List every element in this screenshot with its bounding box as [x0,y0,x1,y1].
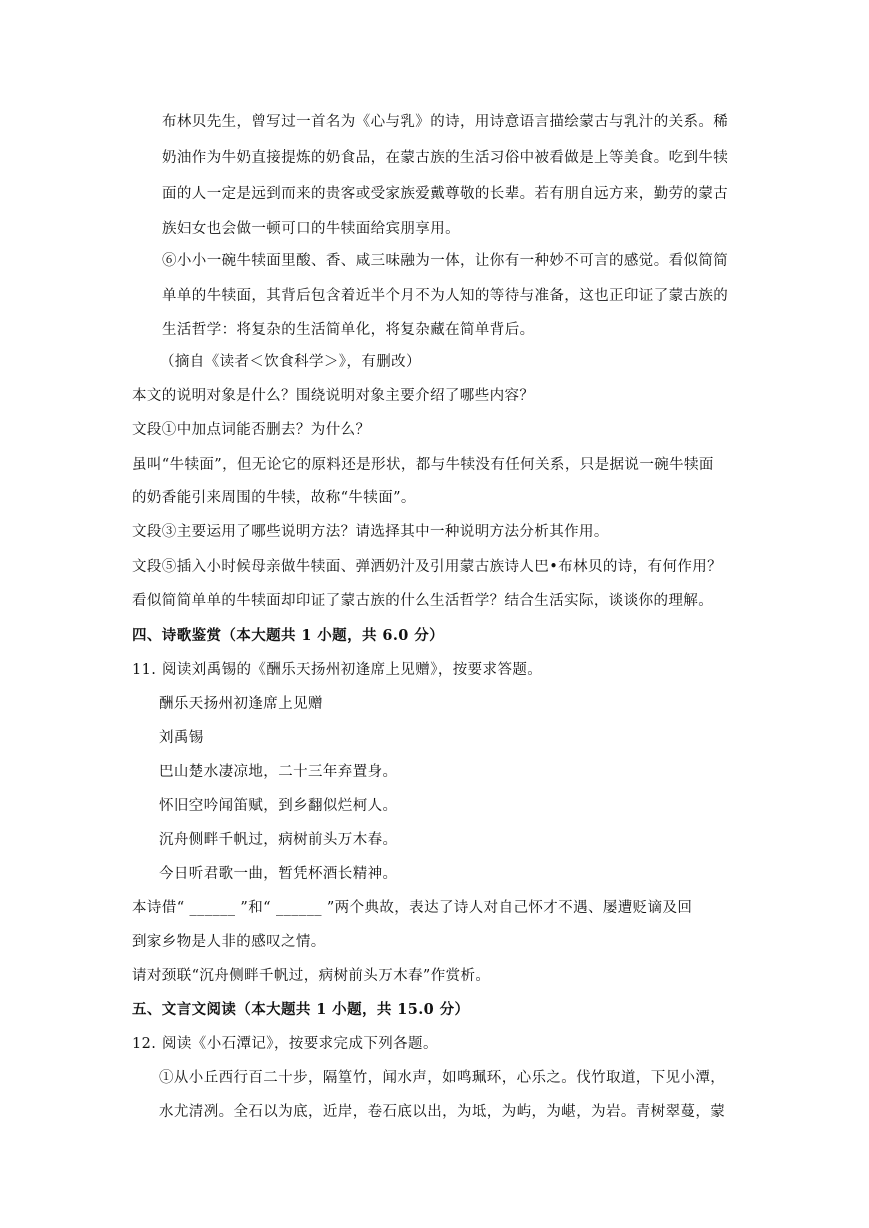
question-2: 文段①中加点词能否删去？为什么？ [132,422,371,438]
classical-text-line: ①从小丘西行百二十步，隔篁竹，闻水声，如鸣珮环，心乐之。伐竹取道，下见小潭， [159,1070,726,1086]
answer-2-line-2: 的奶香能引来周围的牛犊，故称“牛犊面”。 [132,490,416,506]
question-11 [132,660,542,680]
poem-author: 刘禹锡 [159,730,204,746]
poem-line: 今日听君歌一曲，暂凭杯酒长精神。 [159,866,398,882]
question-number: 12. [132,1036,157,1052]
passage-line: 面的人一定是远到而来的贵客或受家族爱戴尊敬的长辈。若有朋自远方来，勤劳的蒙古 [162,186,729,202]
question-1: 本文的说明对象是什么？围绕说明对象主要介绍了哪些内容？ [132,388,535,404]
question-text: 阅读《小石潭记》，按要求完成下列各题。 [162,1036,438,1052]
passage-line: 奶油作为牛奶直接提炼的奶食品，在蒙古族的生活习俗中被看做是上等美食。吃到牛犊 [162,150,729,166]
poem-line: 沉舟侧畔千帆过，病树前头万木春。 [159,832,398,848]
passage-line: 单单的牛犊面，其背后包含着近半个月不为人知的等待与准备，这也正印证了蒙古族的 [162,288,729,304]
sub-question-1-line-2: 到家乡物是人非的感叹之情。 [132,934,326,950]
question-3: 文段③主要运用了哪些说明方法？请选择其中一种说明方法分析其作用。 [132,524,609,540]
passage-line: 族妇女也会做一顿可口的牛犊面给宾朋享用。 [162,221,460,237]
passage-line: 生活哲学：将复杂的生活简单化，将复杂藏在简单背后。 [162,322,535,338]
question-12 [132,1034,438,1054]
question-4: 文段⑤插入小时候母亲做牛犊面、弹洒奶汁及引用蒙古族诗人巴•布林贝的诗，有何作用？ [132,559,723,575]
passage-source: （摘自《读者＜饮食科学＞》，有删改） [160,354,421,370]
passage-line: 布林贝先生，曾写过一首名为《心与乳》的诗，用诗意语言描绘蒙古与乳汁的关系。稀 [162,114,729,130]
section-4-heading: 四、诗歌鉴赏（本大题共 1 小题，共 6.0 分） [132,627,445,644]
sub-question-1-line-1: 本诗借“ ______ ”和“ ______ ”两个典故，表达了诗人对自己怀才不遇、屡遭贬谪及回 [132,900,693,916]
poem-line: 怀旧空吟闻笛赋，到乡翻似烂柯人。 [159,798,398,814]
question-text: 阅读刘禹锡的《酬乐天扬州初逢席上见赠》，按要求答题。 [162,662,543,678]
passage-line: ⑥小小一碗牛犊面里酸、香、咸三味融为一体，让你有一种妙不可言的感觉。看似简简 [162,253,729,269]
sub-question-2: 请对颈联“沉舟侧畔千帆过，病树前头万木春”作赏析。 [132,968,491,984]
classical-text-line: 水尤清冽。全石以为底，近岸，卷石底以出，为坻，为屿，为嵁，为岩。青树翠蔓，蒙 [159,1104,726,1120]
section-5-heading: 五、文言文阅读（本大题共 1 小题，共 15.0 分） [132,1001,470,1018]
poem-line: 巴山楚水凄凉地，二十三年弃置身。 [159,764,398,780]
poem-title: 酬乐天扬州初逢席上见赠 [159,696,323,712]
question-5: 看似简简单单的牛犊面却印证了蒙古族的什么生活哲学？结合生活实际，谈谈你的理解。 [132,593,714,609]
question-number: 11. [132,662,157,678]
answer-2-line-1: 虽叫“牛犊面”，但无论它的原料还是形状，都与牛犊没有任何关系，只是据说一碗牛犊面 [132,457,714,473]
